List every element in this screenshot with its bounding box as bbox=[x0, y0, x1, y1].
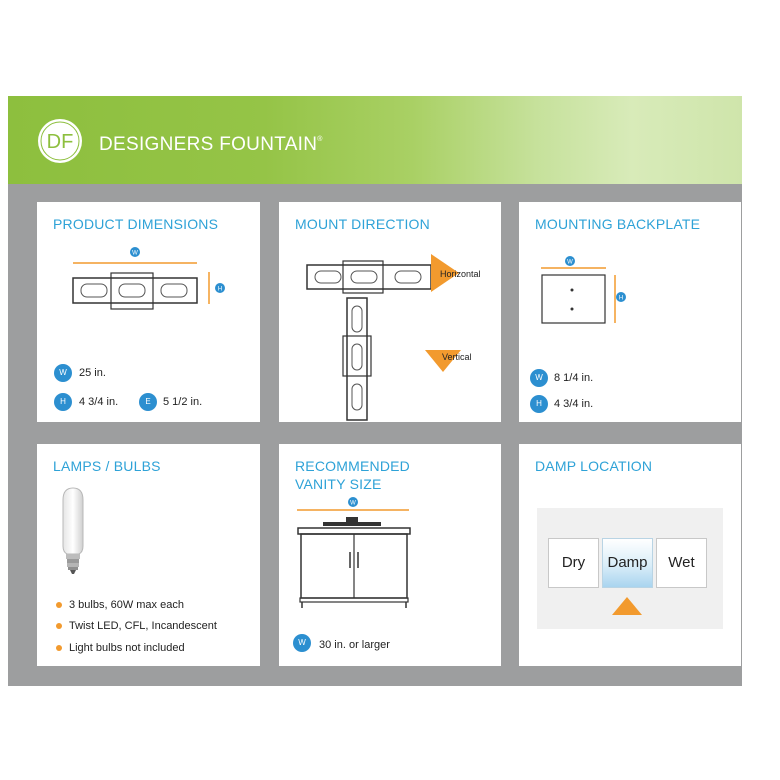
bullet-text: Light bulbs not included bbox=[69, 642, 185, 654]
badge-height: H bbox=[530, 395, 548, 413]
logo-monogram: DF bbox=[46, 131, 74, 153]
card-damp-location bbox=[519, 444, 741, 666]
bullet-icon bbox=[56, 623, 62, 629]
svg-text:H: H bbox=[618, 295, 624, 302]
card-title: RECOMMENDED VANITY SIZE bbox=[295, 458, 410, 492]
card-title: MOUNTING BACKPLATE bbox=[535, 216, 701, 232]
damp-rating-scale bbox=[537, 508, 723, 629]
vanity-diagram bbox=[279, 444, 501, 666]
bullet-text: Twist LED, CFL, Incandescent bbox=[69, 620, 217, 632]
card-recommended-vanity-size bbox=[279, 444, 501, 666]
selected-arrow-icon bbox=[610, 595, 644, 617]
badge-width: W bbox=[54, 364, 72, 382]
card-mounting-backplate bbox=[519, 202, 741, 422]
card-title: LAMPS / BULBS bbox=[53, 458, 161, 474]
backplate-diagram bbox=[519, 202, 741, 422]
card-lamps-bulbs bbox=[37, 444, 260, 666]
svg-text:H: H bbox=[217, 286, 223, 293]
bullet-icon bbox=[56, 645, 62, 651]
svg-text:W: W bbox=[567, 259, 573, 266]
card-title: PRODUCT DIMENSIONS bbox=[53, 216, 219, 232]
label-vertical: Vertical bbox=[442, 352, 472, 362]
spec-width: 30 in. or larger bbox=[319, 639, 390, 651]
card-mount-direction bbox=[279, 202, 501, 422]
svg-text:W: W bbox=[132, 250, 138, 257]
brand-name: DESIGNERS FOUNTAIN® bbox=[99, 134, 323, 155]
badge-height: H bbox=[54, 393, 72, 411]
rating-wet: Wet bbox=[656, 538, 707, 588]
rating-dry: Dry bbox=[548, 538, 599, 588]
spec-width: 25 in. bbox=[79, 367, 106, 379]
fixture-dimension-diagram bbox=[37, 202, 260, 422]
svg-text:W: W bbox=[350, 500, 356, 507]
badge-width: W bbox=[293, 634, 311, 652]
mount-direction-diagram bbox=[279, 202, 501, 422]
rating-damp-selected: Damp bbox=[602, 538, 653, 588]
bullet-text: 3 bulbs, 60W max each bbox=[69, 599, 184, 611]
badge-width: W bbox=[530, 369, 548, 387]
label-horizontal: Horizontal bbox=[440, 269, 481, 279]
card-title: DAMP LOCATION bbox=[535, 458, 653, 474]
spec-height: 4 3/4 in. bbox=[554, 398, 594, 410]
spec-width: 8 1/4 in. bbox=[554, 372, 594, 384]
designers-fountain-logo-icon bbox=[36, 117, 84, 165]
badge-extension: E bbox=[139, 393, 157, 411]
bullet-icon bbox=[56, 602, 62, 608]
card-product-dimensions bbox=[37, 202, 260, 422]
card-title: MOUNT DIRECTION bbox=[295, 216, 430, 232]
spec-height: 4 3/4 in. bbox=[79, 396, 119, 408]
spec-extension: 5 1/2 in. bbox=[163, 396, 203, 408]
